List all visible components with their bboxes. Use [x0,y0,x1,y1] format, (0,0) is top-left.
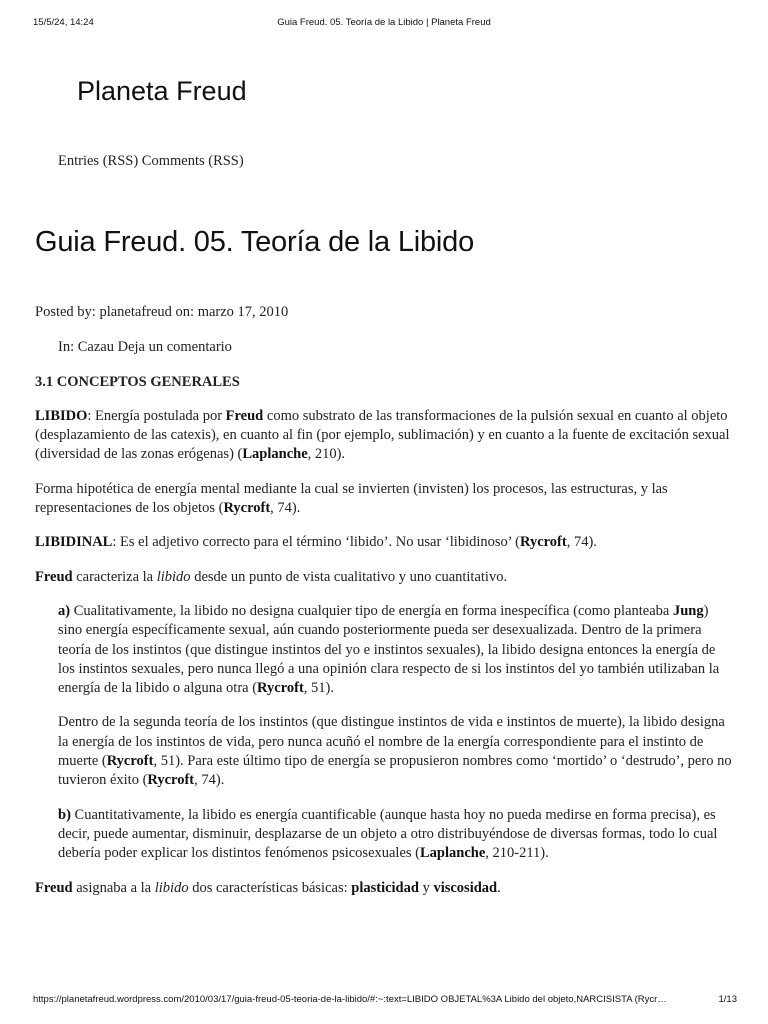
text: Cuantitativamente, la libido es energía cuantificable (aunque hasta hoy no pueda medirse en forma precisa), es decir, puede aumentar, disminuir, desplazarse de un objeto a otro distribuyéndose de diversas formas, todo lo cual debería poder explicar los distintos fenómenos psicosexuales ( [58,806,718,862]
ref-laplanche: Laplanche [420,845,486,862]
text: desde un punto de vista cualitativo y uno cuantitativo. [190,568,508,585]
print-footer [0,994,768,1008]
text: Cualitativamente, la libido no designa cualquier tipo de energía en forma inespecífica (como planteaba [70,602,673,619]
text: como substrato de las transformaciones de la pulsión sexual en cuanto al objeto (desplazamiento de las catexis), en cuanto al fin (por ejemplo, sublimación) y en cuanto a la fuente de excitación sexual (diversidad de las zonas erógenas) ( [35,407,730,463]
term-libido-italic: libido [156,568,191,585]
term-libido: LIBIDO [35,407,88,424]
text: : Energía postulada por [87,407,226,424]
print-url: https://planetafreud.wordpress.com/2010/03/17/guia-freud-05-teoria-de-la-libido/#:~:text=LIBIDO OBJETAL%3A Libido del objeto,NARCISISTA (Rycr… [33,994,667,1005]
text: caracteriza la [72,568,157,585]
post-date: marzo 17, 2010 [197,304,289,320]
print-header [0,17,768,31]
text: , 51). [303,680,334,697]
item-label-b: b) [58,806,71,823]
comment-link[interactable]: Deja un comentario [117,339,232,356]
text: , 74). [566,534,597,551]
text: : Es el adjetivo correcto para el término ‘libido’. No usar ‘libidinoso’ ( [112,534,520,551]
site-title[interactable]: Planeta Freud [77,76,247,106]
text: Forma hipotética de energía mental mediante la cual se invierten (invisten) los procesos, las estructuras, y las representaciones de los objetos ( [35,480,668,517]
term-viscosidad: viscosidad [433,879,498,896]
section-heading: 3.1 CONCEPTOS GENERALES [35,373,240,390]
ref-rycroft: Rycroft [147,772,195,789]
on-word: on: [175,304,195,320]
print-date: 15/5/24, 14:24 [33,17,94,28]
post-title[interactable]: Guia Freud. 05. Teoría de la Libido [35,226,475,258]
paragraph-characteristics [35,879,735,898]
term-libido-italic: libido [154,879,189,896]
text: , 51). Para este último tipo de energía se propusieron nombres como ‘mortido’ o ‘destrudo’, pero no tuvieron éxito ( [58,753,732,789]
ref-rycroft: Rycroft [257,680,304,697]
author-link[interactable]: planetafreud [99,304,172,320]
term-plasticidad: plasticidad [351,879,419,896]
in-prefix: In: [58,339,75,356]
paragraph-libido-definition [35,407,735,465]
paragraph-freud-characterizes [35,568,735,587]
text: ) sino energía específicamente sexual, aún cuando posteriormente pueda ser desexualizada. Dentro de la primera teoría de los instintos (que distingue instintos del yo e instintos sexuales), la libido designa entonces la energía de los instintos sexuales, pero nunca llegó a una opinión clara respecto de si los instintos del yo también utilizaban la energía de la libido o alguna otra ( [58,602,720,697]
text: , 210-211). [485,845,549,862]
term-libidinal: LIBIDINAL [35,534,113,551]
post-category-line [35,338,735,357]
ref-rycroft: Rycroft [106,753,154,770]
paragraph-qualitative [35,602,735,698]
page-number: 1/13 [718,994,737,1005]
ref-rycroft: Rycroft [223,500,271,517]
name-jung: Jung [672,602,704,619]
text: asignaba a la [72,879,155,896]
paragraph-libidinal [35,533,735,552]
paragraph-second-theory [35,713,735,790]
comments-rss-link[interactable]: Comments (RSS) [141,153,244,169]
posted-prefix: Posted by: [35,304,96,320]
text: dos características básicas: [188,879,352,896]
post-meta [35,303,735,322]
print-document-title: Guia Freud. 05. Teoría de la Libido | Planeta Freud [277,17,491,28]
text: , 74). [194,772,225,789]
feed-links [58,153,244,170]
text: . [497,879,501,896]
entries-rss-link[interactable]: Entries (RSS) [58,153,139,169]
paragraph-quantitative [35,806,735,864]
name-freud: Freud [35,879,73,896]
item-label-a: a) [58,602,71,619]
ref-rycroft: Rycroft [519,534,567,551]
paragraph-hypothetical-energy [35,480,735,519]
text: , 210). [307,446,346,463]
name-freud: Freud [35,568,73,585]
text: , 74). [270,500,301,517]
name-freud: Freud [225,407,264,424]
text: y [418,879,434,896]
text: Dentro de la segunda teoría de los instintos (que distingue instintos de vida e instintos de muerte), la libido designa la energía de los instintos de vida, pero nunca acuñó el nombre de la energía correspondiente para el instinto de muerte ( [58,714,725,770]
post-content [35,303,735,913]
ref-laplanche: Laplanche [242,446,308,463]
category-link[interactable]: Cazau [77,339,114,356]
